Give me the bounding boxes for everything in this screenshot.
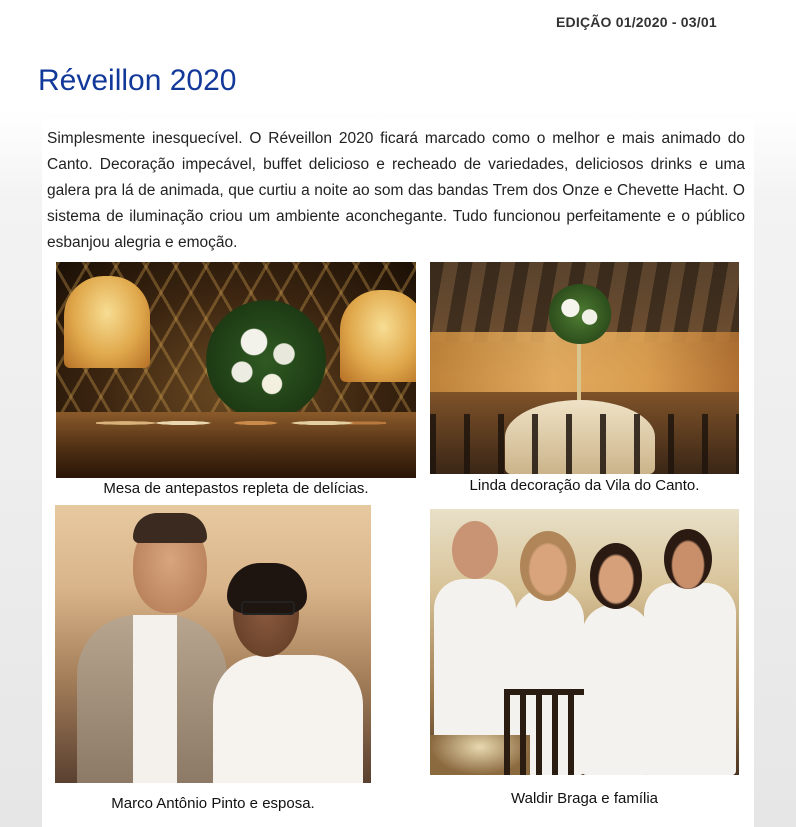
- photo-caption-4: Waldir Braga e família: [511, 790, 658, 807]
- photo-couple: [55, 505, 371, 783]
- food-platters: [96, 408, 386, 438]
- person-4-body: [644, 583, 736, 775]
- article-title: Réveillon 2020: [38, 64, 237, 97]
- man-hair: [133, 513, 207, 543]
- man-shirt: [133, 615, 177, 783]
- centerpiece-stand: [577, 342, 581, 402]
- person-1-face: [452, 521, 498, 579]
- person-3-face: [590, 543, 642, 609]
- photo-caption-3: Marco Antônio Pinto e esposa.: [111, 795, 315, 812]
- chairs: [430, 414, 739, 474]
- flower-arrangement: [206, 300, 326, 420]
- person-3-body: [582, 605, 650, 775]
- glasses: [241, 601, 295, 615]
- photo-caption-2: Linda decoração da Vila do Canto.: [469, 477, 700, 494]
- hanging-lamp: [64, 276, 150, 368]
- photo-family: [430, 509, 739, 775]
- person-4-face: [664, 529, 712, 589]
- hanging-lamp: [340, 290, 416, 382]
- article-intro: Simplesmente inesquecível. O Réveillon 2020 ficará marcado como o melhor e mais animado do Canto. Decoração impecável, buffet delicioso e recheado de variedades, deliciosos drinks e uma galera pra lá de animada, que curtiu a noite ao som das bandas Trem dos Onze e Chevette Hacht. O sistema de iluminação criou um ambiente aconchegante. Tudo funcionou perfeitamente e o público esbanjou alegria e emoção.: [47, 130, 745, 251]
- person-2-face: [520, 531, 576, 601]
- edition-label: EDIÇÃO 01/2020 - 03/01: [556, 14, 717, 30]
- chair: [504, 689, 584, 775]
- centerpiece-bouquet: [548, 284, 612, 344]
- photo-caption-1: Mesa de antepastos repleta de delícias.: [103, 480, 369, 497]
- photo-venue-decoration: [430, 262, 739, 474]
- photo-buffet-table: [56, 262, 416, 478]
- woman-blouse: [213, 655, 363, 783]
